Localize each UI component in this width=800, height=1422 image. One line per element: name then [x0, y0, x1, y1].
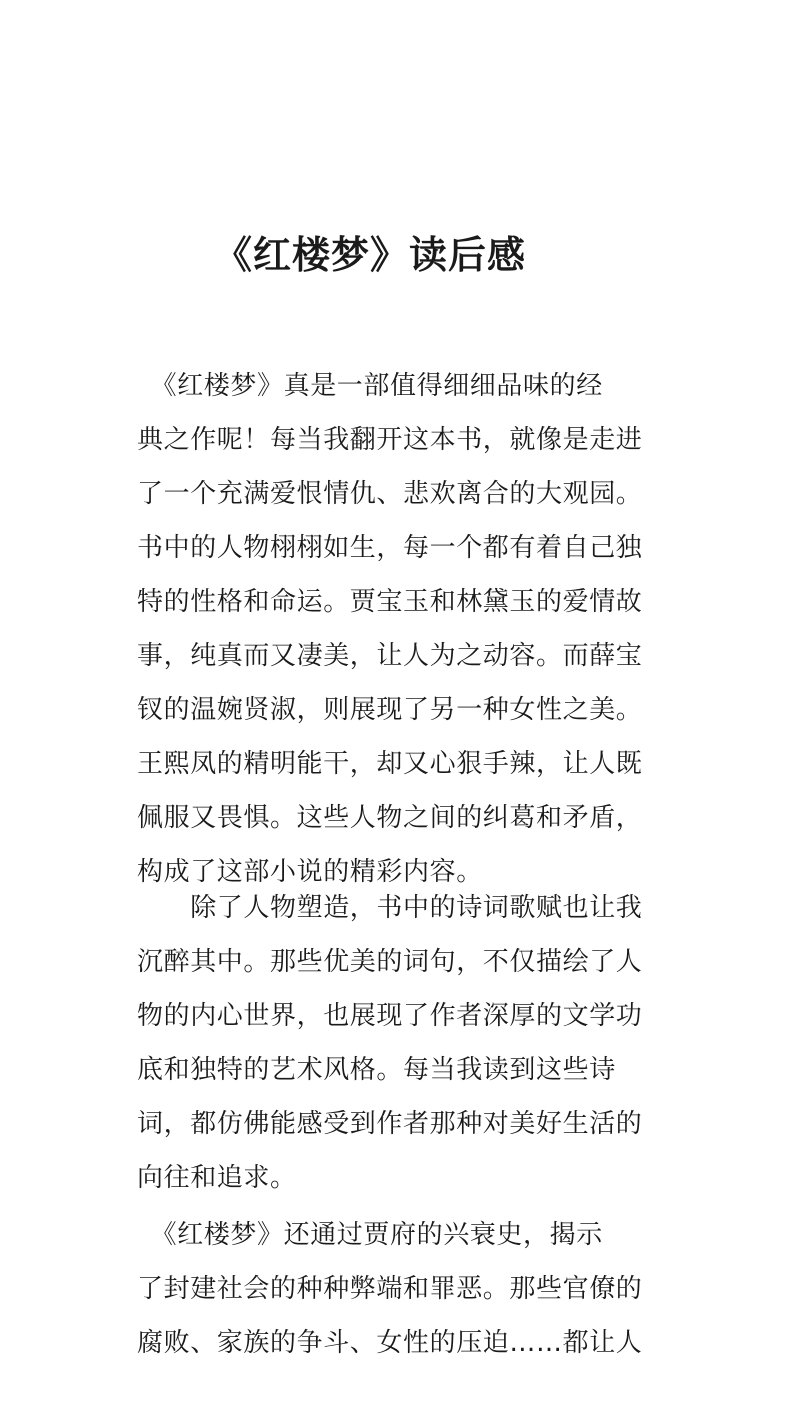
paragraph-line: 书中的人物栩栩如生，每一个都有着自己独 — [137, 533, 643, 563]
paragraph-line: 向往和追求。 — [137, 1163, 297, 1193]
paragraph-1 — [137, 359, 667, 899]
paragraph-line: 王熙凤的精明能干，却又心狠手辣，让人既 — [137, 749, 643, 779]
paragraph-line: 了封建社会的种种弊端和罪恶。那些官僚的 — [137, 1274, 643, 1304]
paragraph-line: 《红楼梦》还通过贾府的兴衰史，揭示 — [137, 1220, 603, 1250]
paragraph-line: 特的性格和命运。贾宝玉和林黛玉的爱情故 — [137, 587, 643, 617]
paragraph-line: 佩服又畏惧。这些人物之间的纠葛和矛盾， — [137, 803, 643, 833]
paragraph-line: 构成了这部小说的精彩内容。 — [137, 857, 483, 887]
paragraph-3 — [137, 1208, 667, 1370]
paragraph-line: 钗的温婉贤淑，则展现了另一种女性之美。 — [137, 695, 643, 725]
paragraph-line: 词，都仿佛能感受到作者那种对美好生活的 — [137, 1109, 643, 1139]
paragraph-line: 了一个充满爱恨情仇、悲欢离合的大观园。 — [137, 479, 643, 509]
paragraph-line: 沉醉其中。那些优美的词句，不仅描绘了人 — [137, 947, 643, 977]
paragraph-2 — [137, 881, 667, 1205]
paragraph-line: 腐败、家族的争斗、女性的压迫……都让人 — [137, 1328, 643, 1358]
page-title: 《红楼梦》读后感 — [214, 233, 527, 277]
paragraph-line: 《红楼梦》真是一部值得细细品味的经 — [137, 371, 603, 401]
paragraph-line: 除了人物塑造，书中的诗词歌赋也让我 — [137, 893, 643, 923]
paragraph-line: 物的内心世界，也展现了作者深厚的文学功 — [137, 1001, 643, 1031]
paragraph-line: 底和独特的艺术风格。每当我读到这些诗 — [137, 1055, 616, 1085]
paragraph-line: 典之作呢！每当我翻开这本书，就像是走进 — [137, 425, 643, 455]
paragraph-line: 事，纯真而又凄美，让人为之动容。而薛宝 — [137, 641, 643, 671]
